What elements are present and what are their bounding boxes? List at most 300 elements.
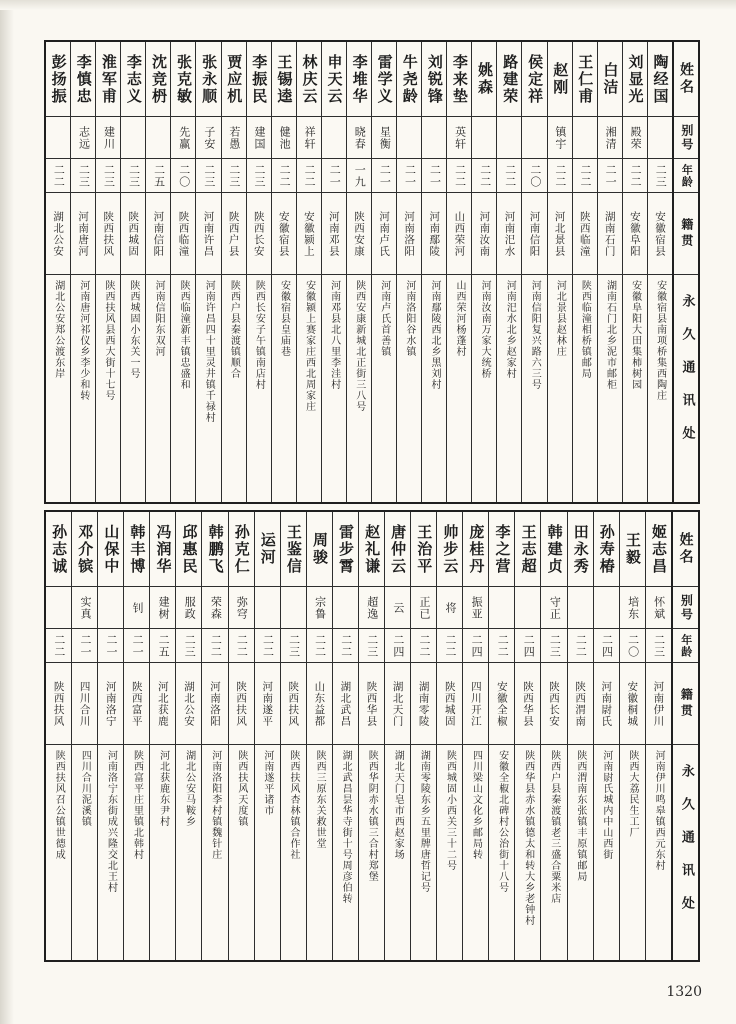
header-address-text: 永久通讯处 — [679, 294, 695, 459]
entry-age — [568, 628, 593, 662]
entry-age-text: 二三 — [127, 163, 141, 188]
entry-name-text: 王毅 — [623, 532, 642, 566]
entry-origin — [71, 192, 95, 274]
entry-origin — [411, 662, 436, 744]
entry-address-text: 陕西扶风天度镇 — [235, 750, 247, 827]
entry-age — [598, 158, 622, 192]
entry-origin — [297, 192, 321, 274]
entry-column — [421, 42, 446, 502]
entry-origin-text: 四川开江 — [469, 680, 482, 727]
entry-name-text: 张克敏 — [175, 53, 194, 105]
entry-age-text: 二四 — [522, 633, 536, 658]
entry-column — [195, 42, 220, 502]
entry-age — [96, 158, 120, 192]
entry-origin-text: 陕西长安 — [548, 680, 561, 727]
scan-edge-shadow — [0, 0, 14, 1024]
entry-origin-text: 安徽宿县 — [653, 210, 666, 257]
entry-age — [98, 628, 123, 662]
entry-column — [170, 42, 195, 502]
entry-name-text: 刘锐锋 — [425, 53, 444, 105]
entry-column — [296, 42, 321, 502]
header-address — [673, 744, 698, 960]
entry-name-text: 田永秀 — [571, 523, 590, 575]
entry-alias — [121, 116, 145, 158]
entry-address-text: 陕西临潼相桥镇邮局 — [579, 280, 591, 379]
entry-address — [71, 274, 95, 502]
entry-address — [46, 744, 71, 960]
entry-age-text: 二三 — [227, 163, 241, 188]
entry-origin — [46, 662, 71, 744]
entry-age — [196, 158, 220, 192]
entry-alias — [620, 586, 645, 628]
header-alias — [673, 586, 698, 628]
entry-name-text: 孙寿椿 — [597, 523, 616, 575]
entry-origin — [522, 192, 546, 274]
entry-alias — [411, 586, 436, 628]
entry-name — [573, 42, 597, 116]
entry-name-text: 白洁 — [601, 62, 620, 96]
entry-age — [247, 158, 271, 192]
entry-age — [489, 628, 514, 662]
entry-origin-text: 河南尉氏 — [600, 680, 613, 727]
entry-origin — [333, 662, 358, 744]
entry-address — [333, 744, 358, 960]
entry-name-text: 林庆云 — [300, 53, 319, 105]
entry-address-text: 陕西城固小西关三十二号 — [444, 750, 456, 871]
entry-name — [222, 42, 246, 116]
entry-alias — [437, 586, 462, 628]
entry-origin-text: 河南伊川 — [652, 680, 665, 727]
entry-age — [72, 628, 97, 662]
entry-column — [567, 512, 593, 960]
entry-alias-text: 超逸 — [365, 595, 379, 620]
entry-alias-text: 正已 — [417, 595, 431, 620]
entry-address — [385, 744, 410, 960]
entry-age — [121, 158, 145, 192]
entry-address-text: 陕西扶风县西大街十七号 — [102, 280, 114, 401]
entry-name-text: 邱惠民 — [180, 523, 199, 575]
entry-age-text: 二三 — [654, 163, 668, 188]
entry-age — [229, 628, 254, 662]
entry-age-text: 二二 — [339, 633, 353, 658]
entry-address-text: 四川合川泥溪镇 — [79, 750, 91, 827]
entry-name-text: 王锡逵 — [275, 53, 294, 105]
entry-age-text: 二二 — [261, 633, 275, 658]
entry-address — [447, 274, 471, 502]
entry-name — [72, 512, 97, 586]
entry-origin-text: 陕西扶风 — [235, 680, 248, 727]
entry-alias — [229, 586, 254, 628]
entry-origin — [463, 662, 488, 744]
entry-age — [146, 158, 170, 192]
entry-age-text: 二二 — [496, 633, 510, 658]
header-alias-text: 别号 — [679, 123, 694, 152]
entry-name — [196, 42, 220, 116]
entry-name — [646, 512, 671, 586]
entry-address — [568, 744, 593, 960]
entry-address-text: 河南鄢陵西北乡黑刘村 — [428, 280, 440, 390]
entry-age-text: 二四 — [600, 633, 614, 658]
entry-origin-text: 河南汝南 — [478, 210, 491, 257]
entry-age — [648, 158, 672, 192]
entry-column — [593, 512, 619, 960]
entry-address-text: 安徽全椒北碑村公治街十八号 — [496, 750, 508, 893]
entry-origin — [594, 662, 619, 744]
entry-name — [463, 512, 488, 586]
entry-alias — [447, 116, 471, 158]
entry-column — [647, 42, 672, 502]
entry-origin — [489, 662, 514, 744]
entry-address-text: 山西荣河杨蓬村 — [454, 280, 466, 357]
entry-alias-text: 若愚 — [227, 125, 241, 150]
header-origin — [674, 192, 698, 274]
entry-address — [46, 274, 70, 502]
entry-column — [396, 42, 421, 502]
entry-origin-text: 陕西长安 — [252, 210, 265, 257]
header-age-text: 年龄 — [680, 163, 694, 188]
entry-address — [573, 274, 597, 502]
entry-age — [71, 158, 95, 192]
header-name — [673, 512, 698, 586]
entry-alias — [202, 586, 227, 628]
entry-alias — [176, 586, 201, 628]
entry-origin — [573, 192, 597, 274]
entry-column — [358, 512, 384, 960]
entry-address — [646, 744, 671, 960]
entry-address-text: 河南信阳复兴路六三号 — [529, 280, 541, 390]
entry-age — [322, 158, 346, 192]
entry-column — [572, 42, 597, 502]
entry-origin-text: 安徽桐城 — [626, 680, 639, 727]
entry-alias — [124, 586, 149, 628]
entry-age — [222, 158, 246, 192]
entry-origin-text: 河南洛阳 — [403, 210, 416, 257]
entry-age — [359, 628, 384, 662]
entry-address-text: 河南汝南万家大统桥 — [479, 280, 491, 379]
entry-address — [272, 274, 296, 502]
entry-alias — [568, 586, 593, 628]
entry-column — [446, 42, 471, 502]
entry-age — [573, 158, 597, 192]
entry-origin-text: 安徽颍上 — [302, 210, 315, 257]
entry-alias-text: 守正 — [548, 595, 562, 620]
entry-address-text: 陕西富平庄里镇北韩村 — [131, 750, 143, 860]
entry-address — [472, 274, 496, 502]
entry-alias — [96, 116, 120, 158]
entry-origin-text: 河南信阳 — [152, 210, 165, 257]
entry-age-text: 二三 — [252, 163, 266, 188]
entry-alias-text: 荣森 — [209, 595, 223, 620]
entry-column — [271, 42, 296, 502]
entry-name-text: 运河 — [258, 532, 277, 566]
entry-origin-text: 四川合川 — [78, 680, 91, 727]
entry-origin-text: 河南遂平 — [261, 680, 274, 727]
entry-alias — [71, 116, 95, 158]
entry-address-text: 陕西户县秦渡镇顺合 — [228, 280, 240, 379]
entry-name — [397, 42, 421, 116]
entry-name-text: 雷学义 — [375, 53, 394, 105]
entry-name — [333, 512, 358, 586]
entry-address-text: 河北景县赵林庄 — [554, 280, 566, 357]
entry-name — [489, 512, 514, 586]
entry-name — [96, 42, 120, 116]
entry-alias — [281, 586, 306, 628]
entry-alias-text: 培东 — [626, 595, 640, 620]
entry-alias — [372, 116, 396, 158]
entry-name-text: 姬志昌 — [649, 523, 668, 575]
entry-age-text: 二二 — [52, 633, 66, 658]
entry-name — [472, 42, 496, 116]
entry-age-text: 二二 — [417, 633, 431, 658]
entry-alias-text: 钊 — [131, 601, 145, 614]
entry-name-text: 侯定祥 — [526, 53, 545, 105]
entry-address-text: 安徽宿县南项桥集西陶庄 — [654, 280, 666, 401]
entry-name-text: 刘显光 — [626, 53, 645, 105]
entry-name — [247, 42, 271, 116]
entry-address — [72, 744, 97, 960]
entry-age-text: 二二 — [453, 163, 467, 188]
entry-column — [619, 512, 645, 960]
entry-alias — [598, 116, 622, 158]
entry-address — [255, 744, 280, 960]
entry-address-text: 四川梁山文化乡邮局转 — [470, 750, 482, 860]
entry-origin-text: 湖北天门 — [391, 680, 404, 727]
entry-age-text: 二三 — [365, 633, 379, 658]
entry-column — [228, 512, 254, 960]
entry-column — [547, 42, 572, 502]
entry-name — [372, 42, 396, 116]
entry-origin — [96, 192, 120, 274]
entry-age — [548, 158, 572, 192]
entry-alias-text: 英轩 — [453, 125, 467, 150]
entry-name-text: 赵刚 — [551, 62, 570, 96]
entry-age — [515, 628, 540, 662]
entry-age — [46, 158, 70, 192]
entry-alias — [322, 116, 346, 158]
entry-age — [620, 628, 645, 662]
entry-column — [175, 512, 201, 960]
header-column — [671, 512, 698, 960]
entry-name — [598, 42, 622, 116]
entry-age-text: 二三 — [287, 633, 301, 658]
entry-column — [436, 512, 462, 960]
entry-origin — [623, 192, 647, 274]
entry-origin — [196, 192, 220, 274]
entry-column — [496, 42, 521, 502]
entry-alias — [171, 116, 195, 158]
entry-name-text: 孙克仁 — [232, 523, 251, 575]
entry-age-text: 二三 — [548, 633, 562, 658]
entry-name-text: 李之营 — [493, 523, 512, 575]
entry-name — [347, 42, 371, 116]
entry-origin — [176, 662, 201, 744]
entry-alias-text: 健池 — [278, 125, 292, 150]
header-alias-text: 别号 — [679, 593, 694, 622]
header-alias — [674, 116, 698, 158]
entry-address — [497, 274, 521, 502]
entry-origin — [397, 192, 421, 274]
entry-origin-text: 河南洛阳 — [209, 680, 222, 727]
entry-address — [359, 744, 384, 960]
entry-name-text: 李来垫 — [450, 53, 469, 105]
entry-alias-text: 晓春 — [353, 125, 367, 150]
entry-origin — [422, 192, 446, 274]
entry-column — [46, 512, 71, 960]
entry-age-text: 二一 — [131, 633, 145, 658]
entry-address-text: 陕西户县秦渡镇老三盛合粟米店 — [548, 750, 560, 904]
entry-column — [201, 512, 227, 960]
entry-origin-text: 陕西户县 — [227, 210, 240, 257]
entry-column — [645, 512, 671, 960]
entry-name — [437, 512, 462, 586]
entry-alias — [594, 586, 619, 628]
entry-name-text: 韩丰博 — [128, 523, 147, 575]
entry-alias — [297, 116, 321, 158]
entry-name — [515, 512, 540, 586]
entry-name-text: 李堆华 — [350, 53, 369, 105]
header-age — [673, 628, 698, 662]
entry-origin-text: 河北获鹿 — [156, 680, 169, 727]
entry-name-text: 王鉴信 — [284, 523, 303, 575]
entry-address-text: 河南汜水北乡赵家村 — [504, 280, 516, 379]
entry-address — [98, 744, 123, 960]
entry-column — [123, 512, 149, 960]
entry-name — [422, 42, 446, 116]
entry-alias — [196, 116, 220, 158]
entry-name-text: 韩建贞 — [545, 523, 564, 575]
entry-name — [272, 42, 296, 116]
entry-age-text: 二五 — [152, 163, 166, 188]
entry-alias-text: 志远 — [77, 125, 91, 150]
entry-name — [447, 42, 471, 116]
entry-age — [522, 158, 546, 192]
entry-address — [372, 274, 396, 502]
entry-alias-text: 建国 — [252, 125, 266, 150]
entry-origin-text: 河南许昌 — [202, 210, 215, 257]
entry-column — [471, 42, 496, 502]
entry-column — [371, 42, 396, 502]
entry-name-text: 陶经国 — [651, 53, 670, 105]
entry-address-text: 湖北公安马鞍乡 — [183, 750, 195, 827]
entry-name-text: 韩鹏飞 — [206, 523, 225, 575]
entry-alias — [385, 586, 410, 628]
entry-origin-text: 陕西临潼 — [177, 210, 190, 257]
entry-origin — [150, 662, 175, 744]
entry-age-text: 二三 — [102, 163, 116, 188]
entry-origin — [124, 662, 149, 744]
entry-alias-text: 镇宇 — [553, 125, 567, 150]
directory-table-bottom — [44, 510, 700, 962]
entry-origin-text: 河北景县 — [553, 210, 566, 257]
entry-origin-text: 河南卢氏 — [378, 210, 391, 257]
entry-name-text: 姚森 — [475, 62, 494, 96]
entry-alias-text: 宗鲁 — [313, 595, 327, 620]
entry-name — [620, 512, 645, 586]
entry-address — [297, 274, 321, 502]
entry-origin — [255, 662, 280, 744]
entry-alias — [397, 116, 421, 158]
entry-age-text: 二一 — [604, 163, 618, 188]
entry-age-text: 二一 — [378, 163, 392, 188]
entry-address — [515, 744, 540, 960]
entry-address-text: 湖北武昌昙华寺街十号周彦伯转 — [340, 750, 352, 904]
entry-origin-text: 陕西扶风 — [102, 210, 115, 257]
entry-name-text: 沈竞枬 — [149, 53, 168, 105]
entry-name-text: 李志义 — [124, 53, 143, 105]
entry-column — [321, 42, 346, 502]
entry-name-text: 王治平 — [415, 523, 434, 575]
entry-origin-text: 湖北武昌 — [339, 680, 352, 727]
entry-address — [437, 744, 462, 960]
entry-address — [96, 274, 120, 502]
header-name — [674, 42, 698, 116]
entry-address-text: 河南洛阳李村镇魏针庄 — [209, 750, 221, 860]
entry-column — [384, 512, 410, 960]
entry-age — [422, 158, 446, 192]
entry-address-text: 河北获鹿东尹村 — [157, 750, 169, 827]
entry-origin-text: 河南洛宁 — [104, 680, 117, 727]
entry-alias — [489, 586, 514, 628]
entry-column — [280, 512, 306, 960]
entry-name — [541, 512, 566, 586]
entry-address — [176, 744, 201, 960]
entry-address — [229, 744, 254, 960]
entry-column — [70, 42, 95, 502]
entry-age-text: 二四 — [391, 633, 405, 658]
entry-name-text: 赵礼谦 — [363, 523, 382, 575]
entry-origin — [146, 192, 170, 274]
entry-age-text: 二一 — [105, 633, 119, 658]
entry-age-text: 二二 — [503, 163, 517, 188]
entry-origin — [447, 192, 471, 274]
entry-address — [222, 274, 246, 502]
entry-name-text: 帅步云 — [441, 523, 460, 575]
entry-origin-text: 陕西扶风 — [52, 680, 65, 727]
entry-age-text: 二四 — [470, 633, 484, 658]
entry-age-text: 二二 — [579, 163, 592, 188]
entry-address — [598, 274, 622, 502]
entry-origin-text: 湖南零陵 — [417, 680, 430, 727]
entry-origin — [472, 192, 496, 274]
entry-alias-text: 弥穹 — [235, 595, 249, 620]
entry-column — [221, 42, 246, 502]
entry-column — [346, 42, 371, 502]
entry-alias-text: 将 — [444, 601, 458, 614]
entry-column — [71, 512, 97, 960]
entry-alias-text: 子安 — [202, 125, 216, 150]
entry-address — [347, 274, 371, 502]
entry-alias — [72, 586, 97, 628]
entry-name — [548, 42, 572, 116]
entry-name-text: 雷步霄 — [337, 523, 356, 575]
entry-origin — [548, 192, 572, 274]
entry-origin-text: 安徽宿县 — [277, 210, 290, 257]
entry-alias-text: 振亚 — [470, 595, 484, 620]
entry-name — [171, 42, 195, 116]
entry-name — [146, 42, 170, 116]
entry-address-text: 河南邓县北八里李洼村 — [328, 280, 340, 390]
entry-origin-text: 河南汜水 — [503, 210, 516, 257]
entry-name — [297, 42, 321, 116]
entry-age-text: 二二 — [313, 633, 327, 658]
entry-column — [254, 512, 280, 960]
entry-age-text: 二〇 — [626, 633, 640, 658]
entry-name-text: 庞桂丹 — [467, 523, 486, 575]
entry-name-text: 孙志诚 — [50, 523, 69, 575]
entry-age-text: 二二 — [278, 163, 292, 188]
entry-column — [462, 512, 488, 960]
entry-origin-text: 河南唐河 — [77, 210, 90, 257]
